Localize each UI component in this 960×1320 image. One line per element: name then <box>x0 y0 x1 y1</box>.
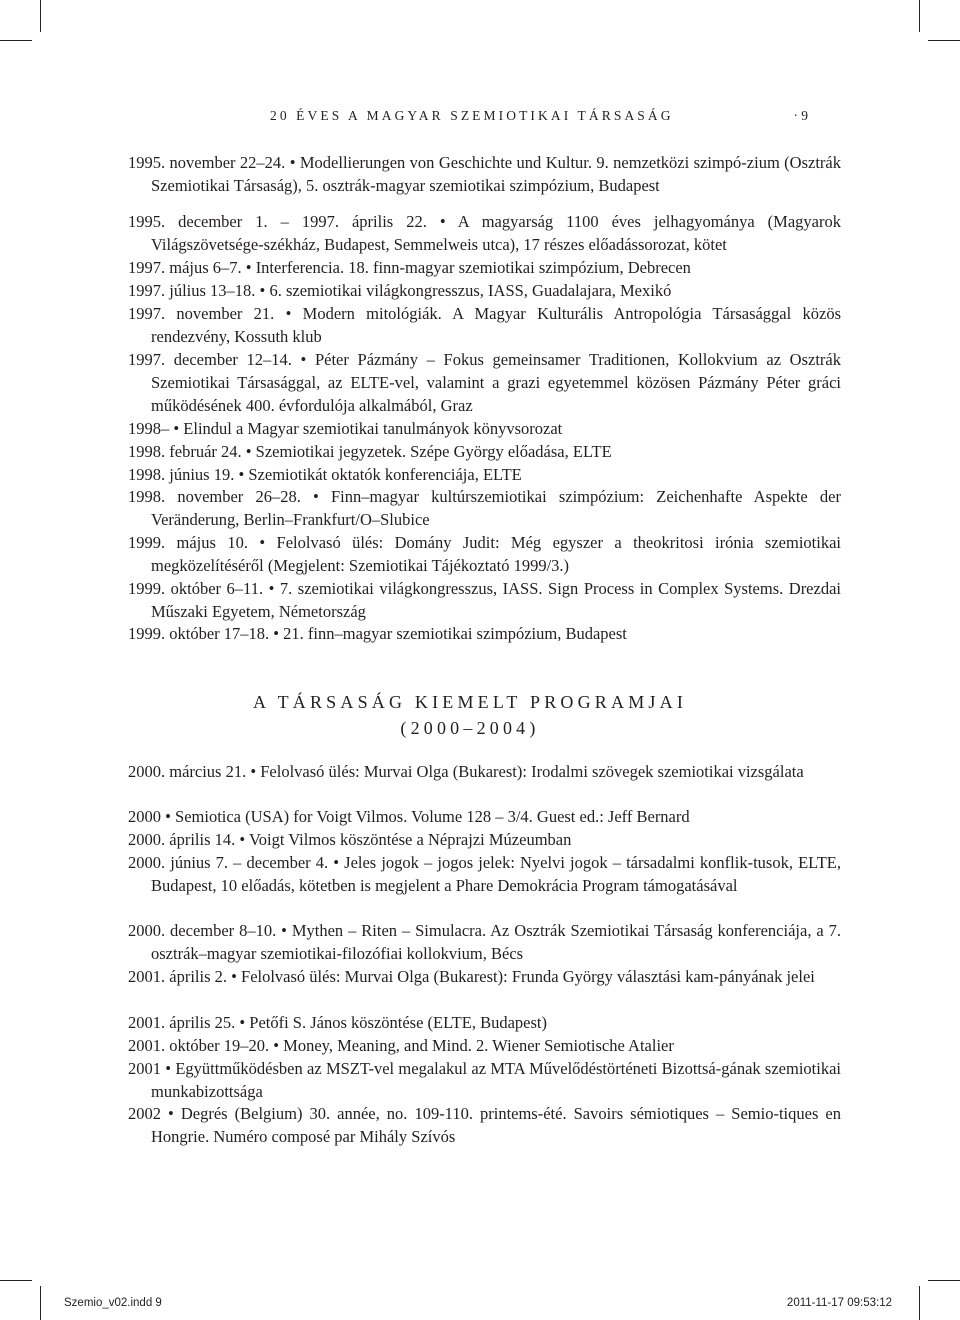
list-item: 1997. november 21. • Modern mitológiák. A Magyar Kulturális Antropológia Társasággal közös rendezvény, Kossuth klub <box>128 304 841 346</box>
list-item: 1998– • Elindul a Magyar szemiotikai tanulmányok könyvsorozat <box>128 419 563 438</box>
section-heading-years: (2000–2004) <box>400 718 540 738</box>
list-item: 1998. február 24. • Szemiotikai jegyzetek. Szépe György előadása, ELTE <box>128 442 612 461</box>
list-item: 2002 • Degrés (Belgium) 30. année, no. 109-110. printems-été. Savoirs sémiotiques – Semio-tiques en Hongrie. Numéro composé par Mihály Szívós <box>128 1104 841 1146</box>
crop-mark <box>0 1280 32 1281</box>
crop-mark <box>919 0 920 32</box>
list-item: 2000 • Semiotica (USA) for Voigt Vilmos. Volume 128 – 3/4. Guest ed.: Jeff Bernard <box>128 807 690 826</box>
crop-mark <box>40 0 41 32</box>
list-item: 1998. november 26–28. • Finn–magyar kultúrszemiotikai szimpózium: Zeichenhafte Aspekte der Veränderung, Berlin–Frankfurt/O–Slubice <box>128 487 841 529</box>
page-number: · 9 <box>793 108 808 123</box>
running-title: 20 ÉVES A MAGYAR SZEMIOTIKAI TÁRSASÁG <box>270 108 674 123</box>
list-item: 1999. október 17–18. • 21. finn–magyar szemiotikai szimpózium, Budapest <box>128 624 627 643</box>
list-item: 1997. május 6–7. • Interferencia. 18. finn-magyar szemiotikai szimpózium, Debrecen <box>128 258 691 277</box>
running-header <box>120 108 808 128</box>
list-item: 1999. október 6–11. • 7. szemiotikai világkongresszus, IASS. Sign Process in Complex Systems. Drezdai Műszaki Egyetem, Németország <box>128 579 841 621</box>
crop-mark <box>919 1286 920 1320</box>
list-item: 2001. április 2. • Felolvasó ülés: Murvai Olga (Bukarest): Frunda György választási kam-pányának jelei <box>128 967 815 986</box>
list-item: 2001 • Együttműködésben az MSZT-vel megalakul az MTA Művelődéstörténeti Bizottsá-gának szemiotikai munkabizottsága <box>128 1059 841 1101</box>
list-item: 2000. április 14. • Voigt Vilmos köszöntése a Néprajzi Múzeumban <box>128 830 572 849</box>
list-item: 1997. július 13–18. • 6. szemiotikai világkongresszus, IASS, Guadalajara, Mexikó <box>128 281 672 300</box>
slug-timestamp: 2011-11-17 09:53:12 <box>786 1297 892 1309</box>
crop-mark <box>40 1286 41 1320</box>
list-item: 2000. március 21. • Felolvasó ülés: Murvai Olga (Bukarest): Irodalmi szövegek szemiotikai vizsgálata <box>128 762 804 781</box>
crop-mark <box>928 40 960 41</box>
list-item: 1998. június 19. • Szemiotikát oktatók konferenciája, ELTE <box>128 465 522 484</box>
slug-filename: Szemio_v02.indd 9 <box>64 1297 162 1309</box>
list-item: 2001. október 19–20. • Money, Meaning, and Mind. 2. Wiener Semiotische Atalier <box>128 1036 674 1055</box>
section-heading: A TÁRSASÁG KIEMELT PROGRAMJAI <box>252 692 688 712</box>
list-item: 1999. május 10. • Felolvasó ülés: Domány Judit: Még egyszer a theokritosi irónia szemiotikai megközelítéséről (Megjelent: Szemiotikai Tájékoztató 1999/3.) <box>128 533 841 575</box>
crop-mark <box>0 40 32 41</box>
list-item: 1995. november 22–24. • Modellierungen von Geschichte und Kultur. 9. nemzetközi szimpó-zium (Osztrák Szemiotikai Társaság), 5. osztrák-magyar szemiotikai szimpózium, Budapest <box>128 153 841 195</box>
crop-mark <box>928 1280 960 1281</box>
list-item: 2000. június 7. – december 4. • Jeles jogok – jogos jelek: Nyelvi jogok – társadalmi konflik-tusok, ELTE, Budapest, 10 előadás, kötetben is megjelent a Phare Demokrácia Program támogatásával <box>128 853 841 895</box>
list-item: 1995. december 1. – 1997. április 22. • A magyarság 1100 éves jelhagyománya (Magyarok Világszövetsége-székház, Budapest, Semmelweis utca), 17 részes előadássorozat, kötet <box>128 212 841 254</box>
list-item: 2001. április 25. • Petőfi S. János köszöntése (ELTE, Budapest) <box>128 1013 547 1032</box>
list-item: 1997. december 12–14. • Péter Pázmány – Fokus gemeinsamer Traditionen, Kollokvium az Osztrák Szemiotikai Társasággal, az ELTE-vel, valamint a grazi egyetemmel közösen Pázmány Péter gráci működésének 400. évfordulója alkalmából, Graz <box>128 350 841 415</box>
list-item: 2000. december 8–10. • Mythen – Riten – Simulacra. Az Osztrák Szemiotikai Társaság konferenciája, a 7. osztrák–magyar szemiotikai-filozófiai kollokvium, Bécs <box>128 921 841 963</box>
